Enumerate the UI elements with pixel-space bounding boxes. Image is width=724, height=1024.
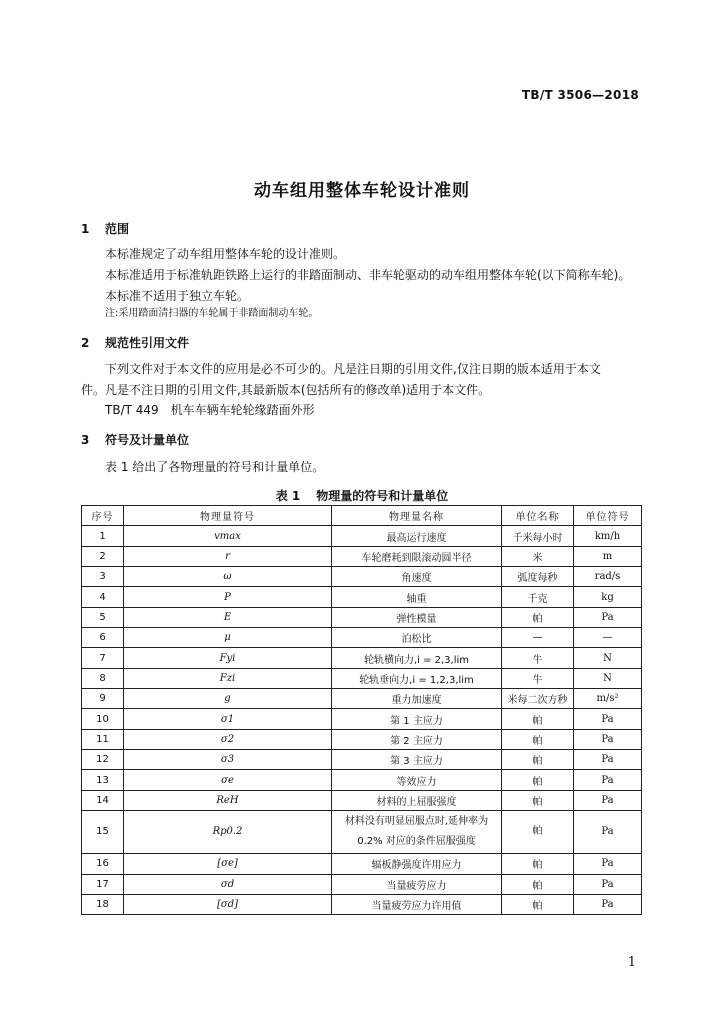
cell-index: 12 [82,750,124,770]
header-unit-name: 单位名称 [502,506,574,526]
cell-symbol: μ [124,628,332,648]
cell-unit-symbol: N [574,668,642,688]
cell-name: 轮轨横向力,i = 2,3,lim [332,648,502,668]
cell-unit-name: 帕 [502,894,574,914]
cell-unit-name: 米 [502,546,574,566]
table-row [82,607,642,627]
table-row [82,894,642,914]
section-2-heading [81,334,189,351]
section-number: 3 [81,433,90,447]
cell-unit-name: 弧度每秒 [502,567,574,587]
section-number: 2 [81,336,90,350]
cell-symbol: E [124,607,332,627]
cell-symbol: ReH [124,790,332,810]
table-row [82,854,642,874]
cell-name: 材料没有明显屈服点时,延伸率为 0.2% 对应的条件屈服强度 [332,811,502,854]
cell-index: 13 [82,770,124,790]
page-number: 1 [627,955,636,970]
cell-name: 轮轨垂向力,i = 1,2,3,lim [332,668,502,688]
cell-index: 6 [82,628,124,648]
cell-symbol: vmax [124,526,332,546]
scope-paragraph-3: 本标准不适用于独立车轮。 [105,289,250,303]
cell-unit-name: 帕 [502,790,574,810]
cell-index: 5 [82,607,124,627]
cell-index: 14 [82,790,124,810]
table-row [82,526,642,546]
cell-symbol: [σe] [124,854,332,874]
cell-symbol: Rp0.2 [124,811,332,854]
section-number: 1 [81,222,90,236]
cell-name: 当量疲劳应力许用值 [332,894,502,914]
cell-unit-name: 帕 [502,770,574,790]
cell-name: 轴重 [332,587,502,607]
cell-name: 弹性模量 [332,607,502,627]
cell-unit-symbol: rad/s [574,567,642,587]
header-quantity-name: 物理量名称 [332,506,502,526]
cell-name: 第 2 主应力 [332,729,502,749]
cell-unit-symbol: — [574,628,642,648]
cell-unit-name: 帕 [502,811,574,854]
cell-symbol: r [124,546,332,566]
cell-unit-symbol: Pa [574,709,642,729]
cell-index: 4 [82,587,124,607]
cell-index: 1 [82,526,124,546]
cell-unit-symbol: Pa [574,607,642,627]
section-title: 范围 [105,222,130,236]
table-row [82,874,642,894]
cell-index: 15 [82,811,124,854]
document-title: 动车组用整体车轮设计准则 [254,181,470,201]
cell-unit-symbol: Pa [574,770,642,790]
section-1-heading [81,220,129,237]
scope-note: 注:采用踏面清扫器的车轮属于非踏面制动车轮。 [105,308,319,319]
cell-index: 17 [82,874,124,894]
cell-unit-symbol: Pa [574,811,642,854]
scope-paragraph-1: 本标准规定了动车组用整体车轮的设计准则。 [105,247,346,261]
cell-unit-name: 牛 [502,648,574,668]
cell-symbol: ω [124,567,332,587]
cell-index: 10 [82,709,124,729]
cell-name: 车轮磨耗到限滚动圆半径 [332,546,502,566]
table-row [82,709,642,729]
table-caption-number: 表 1 [275,489,301,503]
cell-name: 第 3 主应力 [332,750,502,770]
cell-unit-symbol: m/s² [574,689,642,709]
cell-name: 材料的上屈服强度 [332,790,502,810]
cell-unit-symbol: Pa [574,874,642,894]
cell-unit-name: 帕 [502,750,574,770]
table-row [82,689,642,709]
cell-name: 辐板静强度许用应力 [332,854,502,874]
cell-symbol: σ1 [124,709,332,729]
cell-unit-symbol: km/h [574,526,642,546]
cell-unit-name: 千米每小时 [502,526,574,546]
cell-unit-name: 牛 [502,668,574,688]
cell-name: 重力加速度 [332,689,502,709]
cell-unit-symbol: Pa [574,729,642,749]
table-row [82,729,642,749]
cell-index: 16 [82,854,124,874]
header-unit-symbol: 单位符号 [574,506,642,526]
table-header-row [82,506,642,526]
reference-item: TB/T 449 机车车辆车轮轮缘踏面外形 [105,403,315,417]
cell-symbol: σd [124,874,332,894]
cell-symbol: Fyi [124,648,332,668]
table-row [82,750,642,770]
cell-name: 角速度 [332,567,502,587]
table-row [82,587,642,607]
section-3-heading [81,431,189,448]
cell-index: 8 [82,668,124,688]
header-symbol: 物理量符号 [124,506,332,526]
header-index: 序号 [82,506,124,526]
table-row [82,628,642,648]
cell-unit-name: 帕 [502,729,574,749]
cell-unit-symbol: N [574,648,642,668]
cell-name: 等效应力 [332,770,502,790]
table-row [82,770,642,790]
cell-name: 最高运行速度 [332,526,502,546]
cell-unit-symbol: m [574,546,642,566]
cell-symbol: P [124,587,332,607]
cell-index: 7 [82,648,124,668]
cell-index: 11 [82,729,124,749]
cell-unit-name: 千克 [502,587,574,607]
cell-index: 3 [82,567,124,587]
cell-symbol: [σd] [124,894,332,914]
cell-unit-name: — [502,628,574,648]
table-caption [0,487,724,504]
cell-unit-name: 帕 [502,607,574,627]
cell-unit-name: 帕 [502,709,574,729]
symbols-table [81,505,642,915]
table-row [82,668,642,688]
table-row [82,648,642,668]
cell-unit-name: 帕 [502,854,574,874]
refs-paragraph-line-2: 件。凡是不注日期的引用文件,其最新版本(包括所有的修改单)适用于本文件。 [81,383,491,397]
cell-unit-name: 米每二次方秒 [502,689,574,709]
table-row [82,811,642,854]
table-row [82,567,642,587]
table-row [82,790,642,810]
cell-unit-symbol: Pa [574,750,642,770]
scope-paragraph-2: 本标准适用于标准轨距铁路上运行的非踏面制动、非车轮驱动的动车组用整体车轮(以下简称车轮)。 [105,268,631,282]
cell-unit-symbol: Pa [574,894,642,914]
cell-index: 2 [82,546,124,566]
standard-number: TB/T 3506—2018 [521,88,639,102]
cell-index: 9 [82,689,124,709]
cell-unit-symbol: Pa [574,790,642,810]
cell-name: 当量疲劳应力 [332,874,502,894]
symbols-intro: 表 1 给出了各物理量的符号和计量单位。 [105,460,325,474]
cell-symbol: σ2 [124,729,332,749]
cell-name: 泊松比 [332,628,502,648]
cell-name: 第 1 主应力 [332,709,502,729]
cell-symbol: σe [124,770,332,790]
table-caption-text: 物理量的符号和计量单位 [316,489,449,503]
refs-paragraph-line-1: 下列文件对于本文件的应用是必不可少的。凡是注日期的引用文件,仅注日期的版本适用于本文 [105,362,601,376]
cell-symbol: σ3 [124,750,332,770]
cell-symbol: Fzi [124,668,332,688]
table-row [82,546,642,566]
section-title: 规范性引用文件 [105,336,190,350]
section-title: 符号及计量单位 [105,433,190,447]
cell-unit-symbol: Pa [574,854,642,874]
cell-unit-name: 帕 [502,874,574,894]
cell-index: 18 [82,894,124,914]
cell-unit-symbol: kg [574,587,642,607]
cell-symbol: g [124,689,332,709]
